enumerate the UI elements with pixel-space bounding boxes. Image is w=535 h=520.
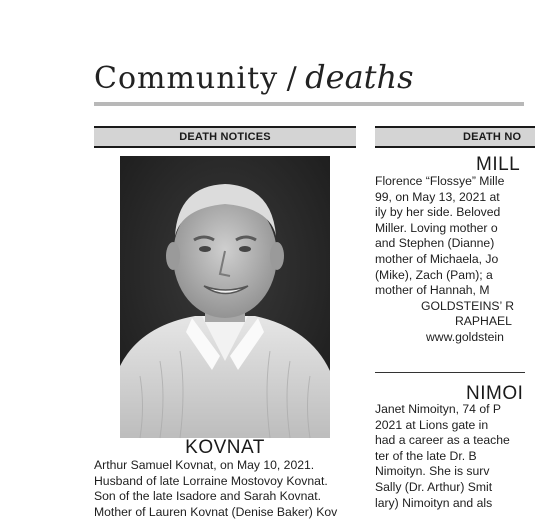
text-line: ily by her side. Beloved — [375, 205, 501, 220]
obituary-text-miller — [375, 174, 525, 346]
column-header-right: DEATH NO — [375, 126, 535, 148]
obituary-name-nimoityn: NIMOI — [466, 383, 524, 404]
notice-separator — [375, 372, 525, 373]
text-line: Miller. Loving mother o — [375, 220, 498, 235]
text-line: mother of Hannah, M — [375, 283, 490, 298]
portrait-illustration — [120, 156, 330, 438]
funeral-home-website: www.goldstein — [426, 329, 504, 344]
funeral-home-line: GOLDSTEINS’ R — [421, 298, 515, 313]
text-line: Mother of Lauren Kovnat (Denise Baker) Kov — [94, 504, 338, 519]
obituary-text-kovnat — [94, 458, 358, 520]
text-line: and Stephen (Dianne) — [375, 236, 495, 251]
text-line: lary) Nimoityn and als — [375, 495, 493, 510]
text-line: mother of Michaela, Jo — [375, 251, 499, 266]
section-title: Community — [94, 61, 279, 96]
obituary-name-kovnat: KOVNAT — [185, 437, 265, 458]
text-line: 2021 at Lions gate in — [375, 417, 489, 432]
column-header-left: DEATH NOTICES — [94, 126, 356, 148]
masthead-rule — [94, 102, 524, 106]
text-line: (Mike), Zach (Pam); a — [375, 267, 493, 282]
section-subtitle: deaths — [305, 58, 414, 96]
obituary-name-miller: MILL — [476, 154, 521, 175]
portrait-photo — [120, 156, 330, 438]
text-line: Sally (Dr. Arthur) Smit — [375, 479, 493, 494]
text-line: Husband of late Lorraine Mostovoy Kovnat. — [94, 473, 328, 488]
section-masthead — [94, 58, 414, 96]
text-line: Arthur Samuel Kovnat, on May 10, 2021. — [94, 458, 315, 472]
text-line: had a career as a teache — [375, 433, 510, 448]
text-line: Son of the late Isadore and Sarah Kovnat. — [94, 489, 321, 504]
funeral-home-line: RAPHAEL — [455, 314, 512, 329]
text-line: Florence “Flossye” Mille — [375, 174, 505, 188]
obituary-text-nimoityn — [375, 402, 525, 511]
text-line: Nimoityn. She is surv — [375, 464, 490, 479]
text-line: Janet Nimoityn, 74 of P — [375, 402, 501, 416]
text-line: 99, on May 13, 2021 at — [375, 189, 500, 204]
title-slash: / — [286, 61, 297, 96]
text-line: ter of the late Dr. B — [375, 448, 477, 463]
